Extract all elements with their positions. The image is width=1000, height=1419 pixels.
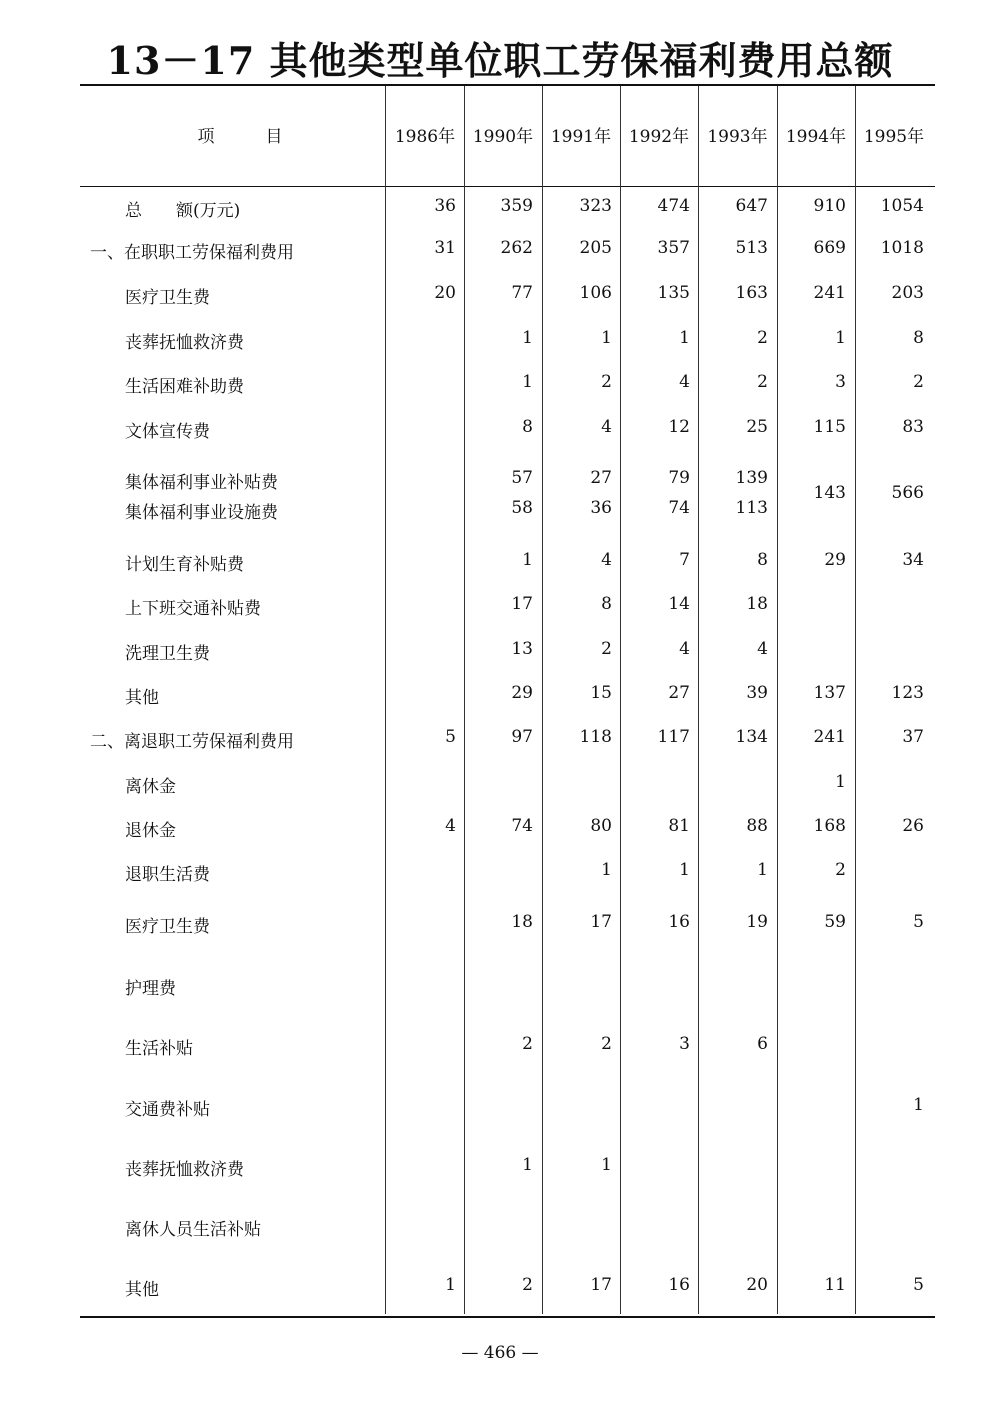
cell-value: 8	[601, 594, 612, 614]
cell-value: 74	[511, 816, 533, 836]
cell-value: 1018	[880, 238, 924, 258]
row-label: 退职生活费	[125, 865, 210, 885]
cell-value: 17	[511, 594, 533, 614]
cell-value: 14	[668, 594, 690, 614]
cell-value: 31	[434, 238, 456, 258]
cell-value: 1	[601, 1155, 612, 1175]
row-label: 集体福利事业补贴费	[125, 473, 278, 493]
cell-value: 20	[746, 1275, 768, 1295]
cell-value: 2	[757, 328, 768, 348]
cell-value: 27	[590, 468, 612, 488]
cell-value: 34	[902, 550, 924, 570]
cell-value: 39	[746, 683, 768, 703]
row-label: 离休金	[125, 777, 176, 797]
row-label: 医疗卫生费	[125, 917, 210, 937]
cell-value: 139	[735, 468, 768, 488]
cell-value: 205	[579, 238, 612, 258]
cell-value: 5	[445, 727, 456, 747]
cell-value: 115	[813, 417, 846, 437]
header-year: 1993年	[707, 127, 768, 147]
row-label: 生活困难补助费	[125, 377, 244, 397]
cell-value: 1	[913, 1095, 924, 1115]
cell-value: 27	[668, 683, 690, 703]
cell-value: 1	[679, 860, 690, 880]
cell-value: 323	[579, 196, 612, 216]
row-label: 洗理卫生费	[125, 644, 210, 664]
header-year: 1986年	[394, 127, 456, 147]
header-item: 项 目	[197, 127, 283, 147]
cell-value: 106	[579, 283, 612, 303]
cell-value: 37	[902, 727, 924, 747]
cell-value: 88	[746, 816, 768, 836]
table-header-rule	[80, 186, 935, 187]
cell-value: 15	[590, 683, 612, 703]
cell-value: 5	[913, 1275, 924, 1295]
cell-value: 241	[813, 727, 846, 747]
cell-value: 58	[511, 498, 533, 518]
page-number: — 466 —	[461, 1343, 539, 1363]
cell-value: 2	[835, 860, 846, 880]
row-label: 丧葬抚恤救济费	[125, 1160, 244, 1180]
cell-value: 1	[601, 860, 612, 880]
cell-value: 513	[735, 238, 768, 258]
cell-value: 83	[902, 417, 924, 437]
cell-value: 5	[913, 912, 924, 932]
cell-value: 8	[757, 550, 768, 570]
row-label: 丧葬抚恤救济费	[125, 333, 244, 353]
cell-value: 81	[668, 816, 690, 836]
cell-value: 1054	[880, 196, 924, 216]
row-label: 二、离退职工劳保福利费用	[90, 732, 294, 752]
cell-value: 3	[835, 372, 846, 392]
cell-value: 203	[891, 283, 924, 303]
cell-value: 241	[813, 283, 846, 303]
cell-value: 19	[746, 912, 768, 932]
cell-value: 2	[522, 1275, 533, 1295]
cell-value: 359	[500, 196, 533, 216]
cell-value: 2	[601, 372, 612, 392]
row-label: 退休金	[125, 821, 176, 841]
header-year: 1995年	[863, 127, 925, 147]
cell-value: 168	[813, 816, 846, 836]
cell-value: 18	[746, 594, 768, 614]
row-label: 离休人员生活补贴	[125, 1220, 261, 1240]
cell-value: 97	[511, 727, 533, 747]
cell-value: 135	[657, 283, 690, 303]
table-bottom-rule	[80, 1316, 935, 1318]
cell-value: 1	[522, 550, 533, 570]
cell-value: 79	[668, 468, 690, 488]
cell-value: 1	[835, 328, 846, 348]
cell-value: 4	[757, 639, 768, 659]
cell-value: 36	[590, 498, 612, 518]
cell-value: 20	[434, 283, 456, 303]
cell-value: 29	[824, 550, 846, 570]
cell-value: 647	[735, 196, 768, 216]
header-year: 1990年	[472, 127, 534, 147]
cell-value: 2	[757, 372, 768, 392]
cell-value: 3	[679, 1034, 690, 1054]
cell-value: 12	[668, 417, 690, 437]
cell-value: 7	[679, 550, 690, 570]
row-label: 集体福利事业设施费	[125, 503, 278, 523]
cell-value: 59	[824, 912, 846, 932]
cell-value: 6	[757, 1034, 768, 1054]
cell-value: 2	[601, 639, 612, 659]
header-year: 1992年	[628, 127, 690, 147]
cell-value: 29	[511, 683, 533, 703]
cell-value: 137	[813, 683, 846, 703]
row-label: 文体宣传费	[125, 422, 210, 442]
cell-value: 113	[735, 498, 768, 518]
cell-value: 1	[601, 328, 612, 348]
page-title: 13－17 其他类型单位职工劳保福利费用总额	[106, 38, 894, 83]
cell-value: 262	[500, 238, 533, 258]
cell-value: 11	[824, 1275, 846, 1295]
cell-value: 16	[668, 1275, 690, 1295]
cell-value: 357	[657, 238, 690, 258]
row-label: 计划生育补贴费	[125, 555, 244, 575]
cell-value: 13	[511, 639, 533, 659]
row-label: 其他	[125, 688, 159, 708]
cell-value: 1	[522, 372, 533, 392]
cell-value: 910	[813, 196, 846, 216]
row-label: 上下班交通补贴费	[125, 599, 261, 619]
cell-value: 4	[679, 639, 690, 659]
cell-value: 4	[679, 372, 690, 392]
cell-value: 16	[668, 912, 690, 932]
header-year: 1994年	[785, 127, 847, 147]
row-label: 护理费	[125, 979, 176, 999]
cell-value: 36	[434, 196, 456, 216]
cell-value: 1	[757, 860, 768, 880]
cell-value: 2	[913, 372, 924, 392]
cell-value: 80	[590, 816, 612, 836]
cell-value: 8	[522, 417, 533, 437]
cell-value: 2	[601, 1034, 612, 1054]
row-label: 一、在职职工劳保福利费用	[90, 243, 294, 263]
cell-value: 117	[657, 727, 690, 747]
cell-value: 26	[902, 816, 924, 836]
cell-value: 474	[657, 196, 690, 216]
cell-value: 163	[735, 283, 768, 303]
cell-value: 25	[746, 417, 768, 437]
cell-value: 4	[601, 417, 612, 437]
row-label: 交通费补贴	[125, 1100, 210, 1120]
table-top-rule	[80, 84, 935, 86]
header-year: 1991年	[550, 127, 612, 147]
cell-value: 4	[445, 816, 456, 836]
row-label: 其他	[125, 1280, 159, 1300]
row-label: 医疗卫生费	[125, 288, 210, 308]
cell-value: 1	[522, 328, 533, 348]
cell-value: 17	[590, 912, 612, 932]
cell-value: 1	[445, 1275, 456, 1295]
cell-value: 17	[590, 1275, 612, 1295]
cell-value: 4	[601, 550, 612, 570]
cell-value: 1	[835, 772, 846, 792]
cell-value: 8	[913, 328, 924, 348]
cell-value: 669	[813, 238, 846, 258]
row-label: 总 额(万元)	[125, 201, 241, 221]
row-label: 生活补贴	[125, 1039, 193, 1059]
cell-value: 123	[891, 683, 924, 703]
cell-value: 18	[511, 912, 533, 932]
cell-value: 2	[522, 1034, 533, 1054]
cell-value: 118	[579, 727, 612, 747]
cell-value: 1	[679, 328, 690, 348]
cell-value: 566	[891, 483, 924, 503]
column-divider	[385, 86, 386, 1314]
cell-value: 74	[668, 498, 690, 518]
cell-value: 1	[522, 1155, 533, 1175]
cell-value: 77	[511, 283, 533, 303]
cell-value: 57	[511, 468, 533, 488]
cell-value: 143	[813, 483, 846, 503]
cell-value: 134	[735, 727, 768, 747]
